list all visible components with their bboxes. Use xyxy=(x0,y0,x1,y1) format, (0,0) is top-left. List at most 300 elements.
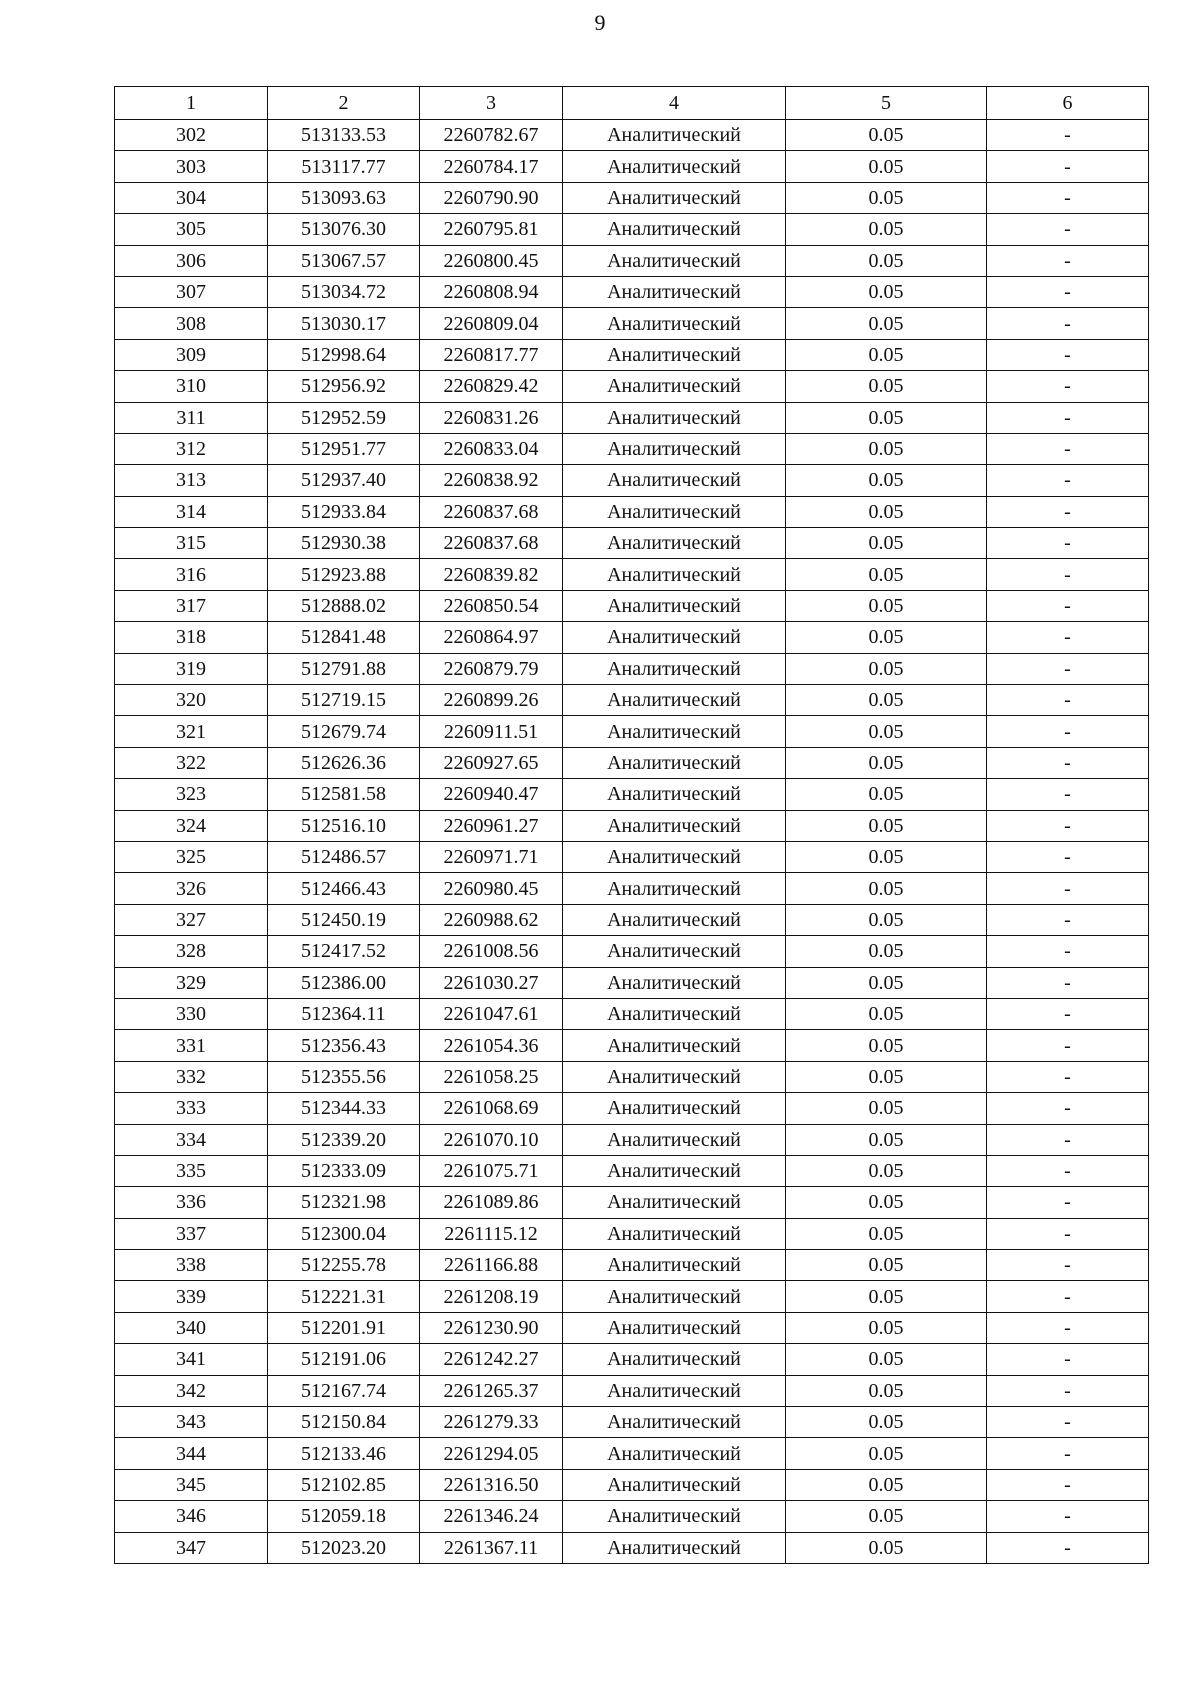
y-coordinate-cell: 2261294.05 xyxy=(420,1438,563,1469)
x-coordinate-cell: 512450.19 xyxy=(268,904,420,935)
table-row xyxy=(115,433,1149,464)
y-coordinate-cell: 2261058.25 xyxy=(420,1061,563,1092)
accuracy-cell: 0.05 xyxy=(786,747,987,778)
x-coordinate-cell: 512364.11 xyxy=(268,998,420,1029)
point-number-cell: 329 xyxy=(115,967,268,998)
accuracy-cell: 0.05 xyxy=(786,998,987,1029)
method-cell: Аналитический xyxy=(563,936,786,967)
table-row xyxy=(115,339,1149,370)
y-coordinate-cell: 2260839.82 xyxy=(420,559,563,590)
accuracy-cell: 0.05 xyxy=(786,779,987,810)
method-cell: Аналитический xyxy=(563,810,786,841)
point-number-cell: 317 xyxy=(115,590,268,621)
y-coordinate-cell: 2260809.04 xyxy=(420,308,563,339)
x-coordinate-cell: 512059.18 xyxy=(268,1501,420,1532)
point-number-cell: 326 xyxy=(115,873,268,904)
table-row xyxy=(115,1030,1149,1061)
column-header: 4 xyxy=(563,87,786,120)
point-number-cell: 341 xyxy=(115,1344,268,1375)
note-cell: - xyxy=(987,810,1149,841)
point-number-cell: 346 xyxy=(115,1501,268,1532)
accuracy-cell: 0.05 xyxy=(786,559,987,590)
method-cell: Аналитический xyxy=(563,716,786,747)
y-coordinate-cell: 2260911.51 xyxy=(420,716,563,747)
table-row xyxy=(115,1375,1149,1406)
x-coordinate-cell: 512344.33 xyxy=(268,1093,420,1124)
point-number-cell: 330 xyxy=(115,998,268,1029)
accuracy-cell: 0.05 xyxy=(786,1375,987,1406)
method-cell: Аналитический xyxy=(563,402,786,433)
table-row xyxy=(115,747,1149,778)
x-coordinate-cell: 512581.58 xyxy=(268,779,420,810)
method-cell: Аналитический xyxy=(563,1469,786,1500)
table-row xyxy=(115,653,1149,684)
note-cell: - xyxy=(987,1501,1149,1532)
x-coordinate-cell: 512933.84 xyxy=(268,496,420,527)
method-cell: Аналитический xyxy=(563,1281,786,1312)
point-number-cell: 345 xyxy=(115,1469,268,1500)
note-cell: - xyxy=(987,747,1149,778)
method-cell: Аналитический xyxy=(563,622,786,653)
y-coordinate-cell: 2261008.56 xyxy=(420,936,563,967)
table-row xyxy=(115,716,1149,747)
accuracy-cell: 0.05 xyxy=(786,528,987,559)
point-number-cell: 315 xyxy=(115,528,268,559)
accuracy-cell: 0.05 xyxy=(786,841,987,872)
accuracy-cell: 0.05 xyxy=(786,622,987,653)
y-coordinate-cell: 2260782.67 xyxy=(420,120,563,151)
point-number-cell: 312 xyxy=(115,433,268,464)
point-number-cell: 332 xyxy=(115,1061,268,1092)
accuracy-cell: 0.05 xyxy=(786,936,987,967)
point-number-cell: 331 xyxy=(115,1030,268,1061)
point-number-cell: 343 xyxy=(115,1407,268,1438)
x-coordinate-cell: 512167.74 xyxy=(268,1375,420,1406)
note-cell: - xyxy=(987,245,1149,276)
accuracy-cell: 0.05 xyxy=(786,245,987,276)
note-cell: - xyxy=(987,1187,1149,1218)
note-cell: - xyxy=(987,1312,1149,1343)
accuracy-cell: 0.05 xyxy=(786,276,987,307)
accuracy-cell: 0.05 xyxy=(786,371,987,402)
x-coordinate-cell: 512333.09 xyxy=(268,1155,420,1186)
y-coordinate-cell: 2260795.81 xyxy=(420,214,563,245)
x-coordinate-cell: 512937.40 xyxy=(268,465,420,496)
x-coordinate-cell: 512300.04 xyxy=(268,1218,420,1249)
x-coordinate-cell: 512221.31 xyxy=(268,1281,420,1312)
y-coordinate-cell: 2260879.79 xyxy=(420,653,563,684)
x-coordinate-cell: 512321.98 xyxy=(268,1187,420,1218)
x-coordinate-cell: 513076.30 xyxy=(268,214,420,245)
method-cell: Аналитический xyxy=(563,590,786,621)
accuracy-cell: 0.05 xyxy=(786,1250,987,1281)
table-header-row xyxy=(115,87,1149,120)
accuracy-cell: 0.05 xyxy=(786,151,987,182)
point-number-cell: 316 xyxy=(115,559,268,590)
method-cell: Аналитический xyxy=(563,182,786,213)
table-row xyxy=(115,810,1149,841)
y-coordinate-cell: 2260850.54 xyxy=(420,590,563,621)
y-coordinate-cell: 2261265.37 xyxy=(420,1375,563,1406)
accuracy-cell: 0.05 xyxy=(786,214,987,245)
note-cell: - xyxy=(987,496,1149,527)
x-coordinate-cell: 512356.43 xyxy=(268,1030,420,1061)
accuracy-cell: 0.05 xyxy=(786,1438,987,1469)
note-cell: - xyxy=(987,653,1149,684)
table-row xyxy=(115,151,1149,182)
note-cell: - xyxy=(987,936,1149,967)
table-row xyxy=(115,904,1149,935)
note-cell: - xyxy=(987,998,1149,1029)
table-row xyxy=(115,528,1149,559)
table-row xyxy=(115,1124,1149,1155)
x-coordinate-cell: 512951.77 xyxy=(268,433,420,464)
accuracy-cell: 0.05 xyxy=(786,1030,987,1061)
column-header: 3 xyxy=(420,87,563,120)
point-number-cell: 340 xyxy=(115,1312,268,1343)
x-coordinate-cell: 512255.78 xyxy=(268,1250,420,1281)
point-number-cell: 334 xyxy=(115,1124,268,1155)
y-coordinate-cell: 2261054.36 xyxy=(420,1030,563,1061)
y-coordinate-cell: 2260864.97 xyxy=(420,622,563,653)
point-number-cell: 323 xyxy=(115,779,268,810)
accuracy-cell: 0.05 xyxy=(786,810,987,841)
y-coordinate-cell: 2261075.71 xyxy=(420,1155,563,1186)
y-coordinate-cell: 2260899.26 xyxy=(420,685,563,716)
column-header: 1 xyxy=(115,87,268,120)
point-number-cell: 305 xyxy=(115,214,268,245)
method-cell: Аналитический xyxy=(563,873,786,904)
table-row xyxy=(115,308,1149,339)
table-row xyxy=(115,1312,1149,1343)
point-number-cell: 308 xyxy=(115,308,268,339)
method-cell: Аналитический xyxy=(563,1250,786,1281)
method-cell: Аналитический xyxy=(563,1407,786,1438)
note-cell: - xyxy=(987,1093,1149,1124)
x-coordinate-cell: 512930.38 xyxy=(268,528,420,559)
accuracy-cell: 0.05 xyxy=(786,1501,987,1532)
accuracy-cell: 0.05 xyxy=(786,1093,987,1124)
accuracy-cell: 0.05 xyxy=(786,182,987,213)
table-row xyxy=(115,1281,1149,1312)
accuracy-cell: 0.05 xyxy=(786,590,987,621)
note-cell: - xyxy=(987,1061,1149,1092)
method-cell: Аналитический xyxy=(563,1532,786,1563)
method-cell: Аналитический xyxy=(563,528,786,559)
method-cell: Аналитический xyxy=(563,653,786,684)
table-row xyxy=(115,590,1149,621)
point-number-cell: 322 xyxy=(115,747,268,778)
accuracy-cell: 0.05 xyxy=(786,1281,987,1312)
y-coordinate-cell: 2261047.61 xyxy=(420,998,563,1029)
note-cell: - xyxy=(987,1030,1149,1061)
point-number-cell: 310 xyxy=(115,371,268,402)
accuracy-cell: 0.05 xyxy=(786,1344,987,1375)
x-coordinate-cell: 513117.77 xyxy=(268,151,420,182)
note-cell: - xyxy=(987,967,1149,998)
x-coordinate-cell: 512719.15 xyxy=(268,685,420,716)
x-coordinate-cell: 512841.48 xyxy=(268,622,420,653)
note-cell: - xyxy=(987,308,1149,339)
page-number: 9 xyxy=(594,10,606,35)
y-coordinate-cell: 2261242.27 xyxy=(420,1344,563,1375)
point-number-cell: 344 xyxy=(115,1438,268,1469)
point-number-cell: 347 xyxy=(115,1532,268,1563)
method-cell: Аналитический xyxy=(563,214,786,245)
note-cell: - xyxy=(987,873,1149,904)
x-coordinate-cell: 513133.53 xyxy=(268,120,420,151)
note-cell: - xyxy=(987,1407,1149,1438)
y-coordinate-cell: 2261089.86 xyxy=(420,1187,563,1218)
accuracy-cell: 0.05 xyxy=(786,402,987,433)
point-number-cell: 337 xyxy=(115,1218,268,1249)
point-number-cell: 313 xyxy=(115,465,268,496)
method-cell: Аналитический xyxy=(563,151,786,182)
x-coordinate-cell: 512417.52 xyxy=(268,936,420,967)
note-cell: - xyxy=(987,1155,1149,1186)
accuracy-cell: 0.05 xyxy=(786,465,987,496)
table-row xyxy=(115,685,1149,716)
x-coordinate-cell: 512355.56 xyxy=(268,1061,420,1092)
note-cell: - xyxy=(987,1124,1149,1155)
method-cell: Аналитический xyxy=(563,685,786,716)
note-cell: - xyxy=(987,371,1149,402)
accuracy-cell: 0.05 xyxy=(786,1124,987,1155)
point-number-cell: 335 xyxy=(115,1155,268,1186)
x-coordinate-cell: 512888.02 xyxy=(268,590,420,621)
method-cell: Аналитический xyxy=(563,433,786,464)
point-number-cell: 324 xyxy=(115,810,268,841)
table-row xyxy=(115,182,1149,213)
method-cell: Аналитический xyxy=(563,308,786,339)
y-coordinate-cell: 2261070.10 xyxy=(420,1124,563,1155)
method-cell: Аналитический xyxy=(563,1501,786,1532)
accuracy-cell: 0.05 xyxy=(786,716,987,747)
note-cell: - xyxy=(987,1532,1149,1563)
accuracy-cell: 0.05 xyxy=(786,1155,987,1186)
method-cell: Аналитический xyxy=(563,1155,786,1186)
note-cell: - xyxy=(987,685,1149,716)
table-body xyxy=(115,120,1149,1564)
x-coordinate-cell: 512679.74 xyxy=(268,716,420,747)
x-coordinate-cell: 512102.85 xyxy=(268,1469,420,1500)
table-row xyxy=(115,841,1149,872)
y-coordinate-cell: 2260837.68 xyxy=(420,496,563,527)
method-cell: Аналитический xyxy=(563,779,786,810)
accuracy-cell: 0.05 xyxy=(786,1218,987,1249)
x-coordinate-cell: 512201.91 xyxy=(268,1312,420,1343)
x-coordinate-cell: 512133.46 xyxy=(268,1438,420,1469)
table-row xyxy=(115,1501,1149,1532)
table-row xyxy=(115,276,1149,307)
accuracy-cell: 0.05 xyxy=(786,308,987,339)
y-coordinate-cell: 2261346.24 xyxy=(420,1501,563,1532)
note-cell: - xyxy=(987,1438,1149,1469)
table-row xyxy=(115,120,1149,151)
x-coordinate-cell: 513093.63 xyxy=(268,182,420,213)
accuracy-cell: 0.05 xyxy=(786,1407,987,1438)
note-cell: - xyxy=(987,1218,1149,1249)
method-cell: Аналитический xyxy=(563,1030,786,1061)
note-cell: - xyxy=(987,559,1149,590)
y-coordinate-cell: 2260837.68 xyxy=(420,528,563,559)
method-cell: Аналитический xyxy=(563,1344,786,1375)
y-coordinate-cell: 2261068.69 xyxy=(420,1093,563,1124)
method-cell: Аналитический xyxy=(563,1375,786,1406)
accuracy-cell: 0.05 xyxy=(786,904,987,935)
column-header: 5 xyxy=(786,87,987,120)
note-cell: - xyxy=(987,402,1149,433)
method-cell: Аналитический xyxy=(563,120,786,151)
x-coordinate-cell: 513067.57 xyxy=(268,245,420,276)
method-cell: Аналитический xyxy=(563,841,786,872)
accuracy-cell: 0.05 xyxy=(786,1187,987,1218)
x-coordinate-cell: 513034.72 xyxy=(268,276,420,307)
point-number-cell: 311 xyxy=(115,402,268,433)
note-cell: - xyxy=(987,465,1149,496)
method-cell: Аналитический xyxy=(563,1061,786,1092)
accuracy-cell: 0.05 xyxy=(786,1532,987,1563)
y-coordinate-cell: 2261230.90 xyxy=(420,1312,563,1343)
method-cell: Аналитический xyxy=(563,967,786,998)
accuracy-cell: 0.05 xyxy=(786,685,987,716)
point-number-cell: 321 xyxy=(115,716,268,747)
note-cell: - xyxy=(987,182,1149,213)
x-coordinate-cell: 512952.59 xyxy=(268,402,420,433)
note-cell: - xyxy=(987,779,1149,810)
accuracy-cell: 0.05 xyxy=(786,967,987,998)
x-coordinate-cell: 512023.20 xyxy=(268,1532,420,1563)
table-row xyxy=(115,1407,1149,1438)
method-cell: Аналитический xyxy=(563,496,786,527)
accuracy-cell: 0.05 xyxy=(786,120,987,151)
note-cell: - xyxy=(987,1250,1149,1281)
note-cell: - xyxy=(987,276,1149,307)
note-cell: - xyxy=(987,528,1149,559)
method-cell: Аналитический xyxy=(563,998,786,1029)
table-row xyxy=(115,1532,1149,1563)
method-cell: Аналитический xyxy=(563,465,786,496)
accuracy-cell: 0.05 xyxy=(786,653,987,684)
note-cell: - xyxy=(987,151,1149,182)
y-coordinate-cell: 2260784.17 xyxy=(420,151,563,182)
y-coordinate-cell: 2261166.88 xyxy=(420,1250,563,1281)
accuracy-cell: 0.05 xyxy=(786,433,987,464)
point-number-cell: 342 xyxy=(115,1375,268,1406)
note-cell: - xyxy=(987,1344,1149,1375)
point-number-cell: 307 xyxy=(115,276,268,307)
method-cell: Аналитический xyxy=(563,1438,786,1469)
y-coordinate-cell: 2260833.04 xyxy=(420,433,563,464)
accuracy-cell: 0.05 xyxy=(786,873,987,904)
x-coordinate-cell: 512516.10 xyxy=(268,810,420,841)
table-row xyxy=(115,1344,1149,1375)
y-coordinate-cell: 2260800.45 xyxy=(420,245,563,276)
x-coordinate-cell: 512191.06 xyxy=(268,1344,420,1375)
x-coordinate-cell: 512150.84 xyxy=(268,1407,420,1438)
note-cell: - xyxy=(987,1281,1149,1312)
column-header: 6 xyxy=(987,87,1149,120)
y-coordinate-cell: 2261208.19 xyxy=(420,1281,563,1312)
note-cell: - xyxy=(987,120,1149,151)
y-coordinate-cell: 2261316.50 xyxy=(420,1469,563,1500)
table-row xyxy=(115,779,1149,810)
point-number-cell: 336 xyxy=(115,1187,268,1218)
method-cell: Аналитический xyxy=(563,1218,786,1249)
y-coordinate-cell: 2260831.26 xyxy=(420,402,563,433)
x-coordinate-cell: 512486.57 xyxy=(268,841,420,872)
table-row xyxy=(115,559,1149,590)
accuracy-cell: 0.05 xyxy=(786,496,987,527)
y-coordinate-cell: 2260927.65 xyxy=(420,747,563,778)
y-coordinate-cell: 2261115.12 xyxy=(420,1218,563,1249)
y-coordinate-cell: 2260808.94 xyxy=(420,276,563,307)
point-number-cell: 328 xyxy=(115,936,268,967)
note-cell: - xyxy=(987,841,1149,872)
point-number-cell: 339 xyxy=(115,1281,268,1312)
method-cell: Аналитический xyxy=(563,1312,786,1343)
accuracy-cell: 0.05 xyxy=(786,1469,987,1500)
note-cell: - xyxy=(987,1375,1149,1406)
table-row xyxy=(115,622,1149,653)
method-cell: Аналитический xyxy=(563,1187,786,1218)
point-number-cell: 320 xyxy=(115,685,268,716)
method-cell: Аналитический xyxy=(563,904,786,935)
x-coordinate-cell: 512339.20 xyxy=(268,1124,420,1155)
point-number-cell: 338 xyxy=(115,1250,268,1281)
method-cell: Аналитический xyxy=(563,276,786,307)
table-row xyxy=(115,1469,1149,1500)
x-coordinate-cell: 513030.17 xyxy=(268,308,420,339)
point-number-cell: 303 xyxy=(115,151,268,182)
y-coordinate-cell: 2261279.33 xyxy=(420,1407,563,1438)
x-coordinate-cell: 512791.88 xyxy=(268,653,420,684)
table-row xyxy=(115,1218,1149,1249)
point-number-cell: 325 xyxy=(115,841,268,872)
accuracy-cell: 0.05 xyxy=(786,1312,987,1343)
table-row xyxy=(115,998,1149,1029)
x-coordinate-cell: 512998.64 xyxy=(268,339,420,370)
method-cell: Аналитический xyxy=(563,1093,786,1124)
method-cell: Аналитический xyxy=(563,1124,786,1155)
point-number-cell: 306 xyxy=(115,245,268,276)
note-cell: - xyxy=(987,590,1149,621)
table-row xyxy=(115,936,1149,967)
note-cell: - xyxy=(987,716,1149,747)
table-row xyxy=(115,402,1149,433)
y-coordinate-cell: 2260961.27 xyxy=(420,810,563,841)
accuracy-cell: 0.05 xyxy=(786,1061,987,1092)
table-row xyxy=(115,1155,1149,1186)
table-row xyxy=(115,465,1149,496)
y-coordinate-cell: 2260988.62 xyxy=(420,904,563,935)
y-coordinate-cell: 2260817.77 xyxy=(420,339,563,370)
point-number-cell: 314 xyxy=(115,496,268,527)
note-cell: - xyxy=(987,339,1149,370)
x-coordinate-cell: 512466.43 xyxy=(268,873,420,904)
table-row xyxy=(115,496,1149,527)
point-number-cell: 304 xyxy=(115,182,268,213)
y-coordinate-cell: 2261030.27 xyxy=(420,967,563,998)
point-number-cell: 327 xyxy=(115,904,268,935)
point-number-cell: 318 xyxy=(115,622,268,653)
note-cell: - xyxy=(987,1469,1149,1500)
y-coordinate-cell: 2260940.47 xyxy=(420,779,563,810)
x-coordinate-cell: 512923.88 xyxy=(268,559,420,590)
y-coordinate-cell: 2260980.45 xyxy=(420,873,563,904)
table-row xyxy=(115,1187,1149,1218)
table-row xyxy=(115,214,1149,245)
